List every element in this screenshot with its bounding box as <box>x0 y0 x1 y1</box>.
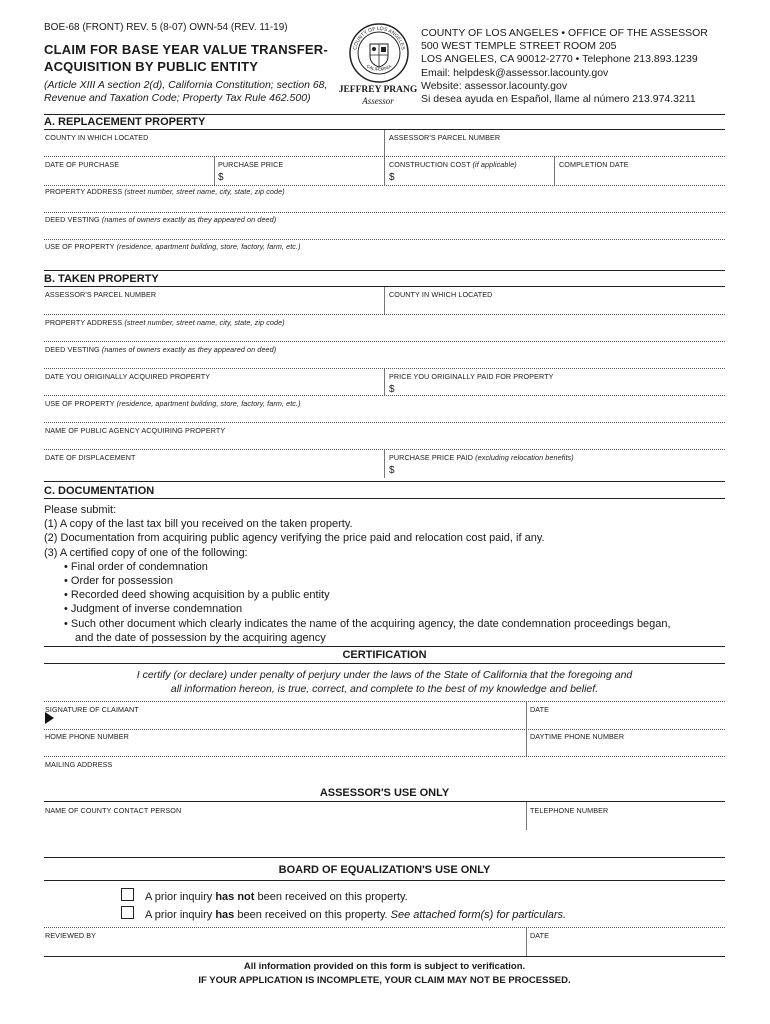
prior-inquiry-received-checkbox[interactable] <box>121 906 134 919</box>
documentation-item: (3) A certified copy of one of the following: <box>44 546 248 559</box>
label-telephone: TELEPHONE NUMBER <box>530 806 609 815</box>
documentation-bullet: • Recorded deed showing acquisition by a public entity <box>64 589 330 602</box>
section-c-rule <box>44 481 725 482</box>
label-use-of-property: USE OF PROPERTY (residence, apartment building, store, factory, farm, etc.) <box>45 399 301 408</box>
label-property-address: PROPERTY ADDRESS (street number, street name, city, state, zip code) <box>45 187 285 196</box>
divider <box>44 422 725 423</box>
label-apn: ASSESSOR'S PARCEL NUMBER <box>45 290 157 299</box>
label-public-agency: NAME OF PUBLIC AGENCY ACQUIRING PROPERTY <box>45 426 226 435</box>
section-c-underline <box>44 498 725 499</box>
divider <box>526 730 527 756</box>
divider <box>384 287 385 314</box>
label-construction-cost: CONSTRUCTION COST (if applicable) <box>389 160 517 169</box>
documentation-bullet-continued: and the date of possession by the acquiring agency <box>75 631 326 644</box>
assessor-use-underline <box>44 801 725 802</box>
divider <box>44 927 725 928</box>
label-property-address: PROPERTY ADDRESS (street number, street name, city, state, zip code) <box>45 318 285 327</box>
footer-rule <box>44 956 725 957</box>
label-daytime-phone: DAYTIME PHONE NUMBER <box>530 732 625 741</box>
label-purchase-price-paid: PURCHASE PRICE PAID (excluding relocation benefits) <box>389 453 574 462</box>
divider <box>384 450 385 478</box>
assessor-name: JEFFREY PRANG <box>338 85 418 95</box>
divider <box>526 928 527 956</box>
label-completion-date: COMPLETION DATE <box>559 160 629 169</box>
certification-heading: CERTIFICATION <box>342 649 427 661</box>
divider <box>44 701 725 702</box>
county-website: Website: assessor.lacounty.gov <box>421 79 568 92</box>
form-title-line2: ACQUISITION BY PUBLIC ENTITY <box>44 59 259 74</box>
county-seal-logo <box>348 22 410 84</box>
assessor-title: Assessor <box>362 96 394 106</box>
label-date-acquired: DATE YOU ORIGINALLY ACQUIRED PROPERTY <box>45 372 211 381</box>
documentation-bullet: • Order for possession <box>64 575 174 588</box>
county-spanish-help: Si desea ayuda en Español, llame al número 213.974.3211 <box>421 93 696 106</box>
form-title <box>44 41 328 75</box>
label-use-of-property: USE OF PROPERTY (residence, apartment building, store, factory, farm, etc.) <box>45 242 301 251</box>
documentation-item: (2) Documentation from acquiring public agency verifying the price paid and relocation cost paid, if any. <box>44 532 545 545</box>
signature-field[interactable] <box>60 713 520 727</box>
divider <box>44 185 725 186</box>
citation-line2: Revenue and Taxation Code; Property Tax Rule 462.500) <box>44 92 311 104</box>
prior-inquiry-received-text: A prior inquiry has been received on this property. See attached form(s) for particulars. <box>145 909 567 921</box>
county-line3: LOS ANGELES, CA 90012-2770 • Telephone 213.893.1239 <box>421 53 698 66</box>
label-date-displacement: DATE OF DISPLACEMENT <box>45 453 136 462</box>
divider <box>44 395 725 396</box>
label-deed-vesting: DEED VESTING (names of owners exactly as they appeared on deed) <box>45 345 277 354</box>
incomplete-warning: IF YOUR APPLICATION IS INCOMPLETE, YOUR CLAIM MAY NOT BE PROCESSED. <box>198 975 571 986</box>
label-mailing-address: MAILING ADDRESS <box>45 760 113 769</box>
section-a-rule <box>44 114 725 115</box>
label-county-located: COUNTY IN WHICH LOCATED <box>45 133 149 142</box>
label-price-paid: PRICE YOU ORIGINALLY PAID FOR PROPERTY <box>389 372 554 381</box>
label-date: DATE <box>530 931 550 940</box>
assessor-use-heading: ASSESSOR'S USE ONLY <box>319 787 450 799</box>
divider <box>384 369 385 395</box>
county-line1: COUNTY OF LOS ANGELES • OFFICE OF THE ASSESSOR <box>421 27 708 39</box>
dollar-sign: $ <box>389 384 395 395</box>
form-title-line1: CLAIM FOR BASE YEAR VALUE TRANSFER- <box>44 42 328 57</box>
boe-use-underline <box>44 880 725 881</box>
divider <box>44 756 725 757</box>
certification-underline <box>44 663 725 664</box>
documentation-bullet: • Such other document which clearly indicates the name of the acquiring agency, the date condemnation proceedings began, <box>64 617 671 630</box>
prior-inquiry-not-received-checkbox[interactable] <box>121 888 134 901</box>
divider <box>44 314 725 315</box>
documentation-intro: Please submit: <box>44 504 117 516</box>
label-county-contact: NAME OF COUNTY CONTACT PERSON <box>45 806 182 815</box>
verification-notice: All information provided on this form is subject to verification. <box>243 961 526 972</box>
signature-arrow-icon <box>45 712 54 724</box>
certification-line2: all information hereon, is true, correct, and complete to the best of my knowledge and belief. <box>170 683 599 695</box>
county-contact-block <box>421 27 708 106</box>
documentation-bullet: • Judgment of inverse condemnation <box>64 603 243 616</box>
section-a-heading: A. REPLACEMENT PROPERTY <box>44 116 206 128</box>
county-line2: 500 WEST TEMPLE STREET ROOM 205 <box>421 40 617 53</box>
label-deed-vesting: DEED VESTING (names of owners exactly as they appeared on deed) <box>45 215 277 224</box>
section-b-rule <box>44 270 725 271</box>
divider <box>526 702 527 729</box>
certification-rule <box>44 646 725 647</box>
section-c-heading: C. DOCUMENTATION <box>44 485 155 497</box>
divider <box>44 212 725 213</box>
label-home-phone: HOME PHONE NUMBER <box>45 732 129 741</box>
label-signature: SIGNATURE OF CLAIMANT <box>45 705 139 714</box>
dollar-sign: $ <box>218 172 224 183</box>
divider <box>214 157 215 185</box>
form-number: BOE-68 (FRONT) REV. 5 (8-07) OWN-54 (REV. 11-19) <box>44 22 288 33</box>
divider <box>384 157 385 185</box>
divider <box>44 729 725 730</box>
certification-line1: I certify (or declare) under penalty of perjury under the laws of the State of California that the foregoing and <box>136 669 633 681</box>
svg-text:CALIFORNIA: CALIFORNIA <box>365 63 393 72</box>
label-county-located: COUNTY IN WHICH LOCATED <box>389 290 493 299</box>
divider <box>44 341 725 342</box>
svg-text:COUNTY OF LOS ANGELES: COUNTY OF LOS ANGELES <box>352 25 406 51</box>
label-purchase-price: PURCHASE PRICE <box>218 160 284 169</box>
divider <box>554 157 555 185</box>
section-b-heading: B. TAKEN PROPERTY <box>44 273 159 285</box>
dollar-sign: $ <box>389 172 395 183</box>
label-apn: ASSESSOR'S PARCEL NUMBER <box>389 133 501 142</box>
county-email: Email: helpdesk@assessor.lacounty.gov <box>421 66 609 79</box>
legal-citation <box>44 79 327 105</box>
label-date-of-purchase: DATE OF PURCHASE <box>45 160 120 169</box>
citation-line1: (Article XIII A section 2(d), California Constitution; section 68, <box>44 79 328 91</box>
dollar-sign: $ <box>389 465 395 476</box>
documentation-bullet: • Final order of condemnation <box>64 560 208 573</box>
divider <box>44 239 725 240</box>
divider <box>526 802 527 830</box>
documentation-list <box>44 503 671 645</box>
documentation-item: (1) A copy of the last tax bill you received on the taken property. <box>44 518 353 531</box>
certification-statement <box>44 668 725 696</box>
boe-use-heading: BOARD OF EQUALIZATION'S USE ONLY <box>278 864 491 876</box>
label-date: DATE <box>530 705 550 714</box>
divider <box>384 130 385 156</box>
prior-inquiry-not-received-text: A prior inquiry has not been received on this property. <box>145 891 408 903</box>
label-reviewed-by: REVIEWED BY <box>45 931 97 940</box>
boe-use-rule <box>44 857 725 858</box>
